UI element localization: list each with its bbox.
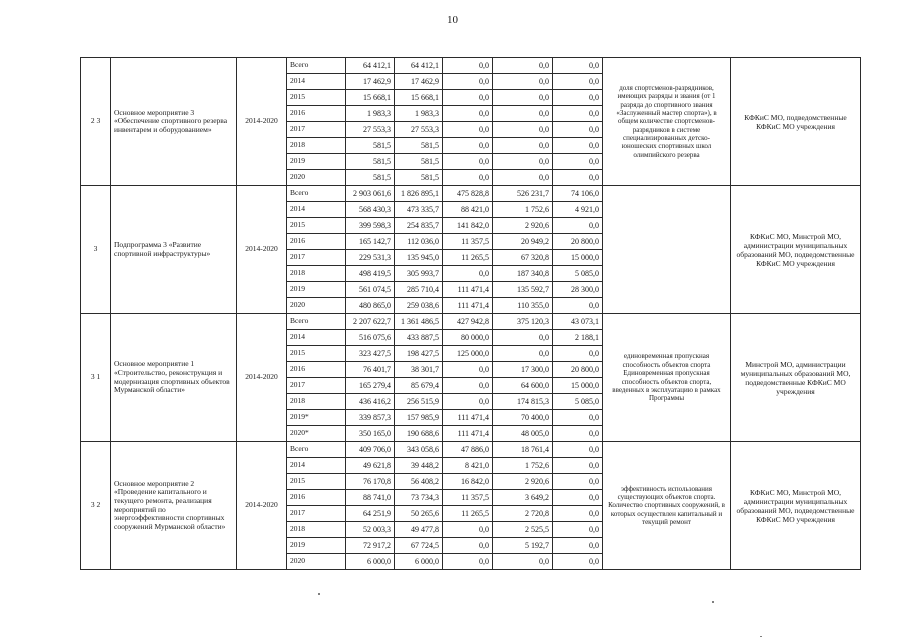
value-cell-v2: 581,5 xyxy=(395,154,443,170)
table-row xyxy=(81,442,861,458)
year-cell: Всего xyxy=(287,58,346,74)
value-cell-v5: 0,0 xyxy=(553,138,603,154)
section-executor: КФКиС МО, подведомственные КФКиС МО учреждения xyxy=(731,58,861,186)
section-executor: КФКиС МО, Минстрой МО, администрации муниципальных образований МО, подведомственные КФКиС МО учреждения xyxy=(731,186,861,314)
value-cell-v4: 5 192,7 xyxy=(493,538,553,554)
value-cell-v2: 85 679,4 xyxy=(395,378,443,394)
value-cell-v3: 0,0 xyxy=(443,154,493,170)
value-cell-v1: 436 416,2 xyxy=(346,394,395,410)
value-cell-v4: 0,0 xyxy=(493,138,553,154)
value-cell-v1: 581,5 xyxy=(346,154,395,170)
table-row xyxy=(81,186,861,202)
value-cell-v3: 0,0 xyxy=(443,74,493,90)
value-cell-v3: 111 471,4 xyxy=(443,410,493,426)
table-row xyxy=(81,58,861,74)
value-cell-v3: 0,0 xyxy=(443,394,493,410)
value-cell-v3: 0,0 xyxy=(443,58,493,74)
year-cell: 2018 xyxy=(287,138,346,154)
year-cell: 2014 xyxy=(287,74,346,90)
year-cell: 2020 xyxy=(287,170,346,186)
value-cell-v5: 0,0 xyxy=(553,154,603,170)
value-cell-v4: 64 600,0 xyxy=(493,378,553,394)
value-cell-v5: 0,0 xyxy=(553,74,603,90)
value-cell-v2: 27 553,3 xyxy=(395,122,443,138)
value-cell-v4: 17 300,0 xyxy=(493,362,553,378)
value-cell-v1: 323 427,5 xyxy=(346,346,395,362)
value-cell-v1: 399 598,3 xyxy=(346,218,395,234)
value-cell-v1: 76 401,7 xyxy=(346,362,395,378)
value-cell-v2: 1 361 486,5 xyxy=(395,314,443,330)
value-cell-v1: 568 430,3 xyxy=(346,202,395,218)
section-indicator: единовременная пропускная способность объектов спорта Единовременная пропускная способность объектов спорта, введенных в эксплуатацию в рамках Программы xyxy=(603,314,731,442)
value-cell-v5: 0,0 xyxy=(553,106,603,122)
value-cell-v5: 0,0 xyxy=(553,538,603,554)
value-cell-v3: 427 942,8 xyxy=(443,314,493,330)
value-cell-v5: 0,0 xyxy=(553,218,603,234)
year-cell: 2019 xyxy=(287,282,346,298)
value-cell-v5: 20 800,0 xyxy=(553,362,603,378)
value-cell-v1: 49 621,8 xyxy=(346,458,395,474)
section-period: 2014-2020 xyxy=(237,186,287,314)
value-cell-v2: 6 000,0 xyxy=(395,554,443,570)
value-cell-v4: 2 720,8 xyxy=(493,506,553,522)
value-cell-v4: 0,0 xyxy=(493,74,553,90)
value-cell-v1: 581,5 xyxy=(346,170,395,186)
value-cell-v5: 0,0 xyxy=(553,122,603,138)
value-cell-v5: 20 800,0 xyxy=(553,234,603,250)
year-cell: 2018 xyxy=(287,394,346,410)
value-cell-v3: 111 471,4 xyxy=(443,426,493,442)
value-cell-v4: 0,0 xyxy=(493,330,553,346)
value-cell-v5: 5 085,0 xyxy=(553,394,603,410)
value-cell-v3: 88 421,0 xyxy=(443,202,493,218)
value-cell-v3: 0,0 xyxy=(443,522,493,538)
value-cell-v3: 16 842,0 xyxy=(443,474,493,490)
value-cell-v1: 581,5 xyxy=(346,138,395,154)
value-cell-v2: 581,5 xyxy=(395,170,443,186)
budget-table xyxy=(80,57,861,570)
value-cell-v4: 187 340,8 xyxy=(493,266,553,282)
value-cell-v4: 2 920,6 xyxy=(493,218,553,234)
value-cell-v1: 165 279,4 xyxy=(346,378,395,394)
value-cell-v4: 0,0 xyxy=(493,154,553,170)
value-cell-v5: 2 188,1 xyxy=(553,330,603,346)
value-cell-v2: 67 724,5 xyxy=(395,538,443,554)
section-name: Подпрограмма 3 «Развитие спортивной инфраструктуры» xyxy=(111,186,237,314)
value-cell-v3: 11 265,5 xyxy=(443,506,493,522)
value-cell-v5: 0,0 xyxy=(553,58,603,74)
value-cell-v5: 0,0 xyxy=(553,554,603,570)
value-cell-v3: 475 828,8 xyxy=(443,186,493,202)
value-cell-v4: 1 752,6 xyxy=(493,458,553,474)
value-cell-v3: 111 471,4 xyxy=(443,282,493,298)
year-cell: 2017 xyxy=(287,250,346,266)
year-cell: 2020 xyxy=(287,554,346,570)
value-cell-v1: 15 668,1 xyxy=(346,90,395,106)
value-cell-v5: 43 073,1 xyxy=(553,314,603,330)
value-cell-v1: 27 553,3 xyxy=(346,122,395,138)
value-cell-v2: 256 515,9 xyxy=(395,394,443,410)
scan-speck xyxy=(318,593,320,595)
value-cell-v4: 0,0 xyxy=(493,170,553,186)
value-cell-v2: 473 335,7 xyxy=(395,202,443,218)
value-cell-v2: 73 734,3 xyxy=(395,490,443,506)
year-cell: 2018 xyxy=(287,266,346,282)
value-cell-v3: 141 842,0 xyxy=(443,218,493,234)
value-cell-v2: 50 265,6 xyxy=(395,506,443,522)
section-name: Основное мероприятие 1 «Строительство, реконструкция и модернизация спортивных объектов Мурманской области» xyxy=(111,314,237,442)
year-cell: 2016 xyxy=(287,362,346,378)
value-cell-v1: 2 207 622,7 xyxy=(346,314,395,330)
year-cell: 2014 xyxy=(287,202,346,218)
value-cell-v1: 165 142,7 xyxy=(346,234,395,250)
year-cell: 2017 xyxy=(287,506,346,522)
year-cell: 2018 xyxy=(287,522,346,538)
section-index: 3 1 xyxy=(81,314,111,442)
year-cell: 2016 xyxy=(287,106,346,122)
value-cell-v5: 0,0 xyxy=(553,170,603,186)
value-cell-v4: 2 920,6 xyxy=(493,474,553,490)
value-cell-v1: 561 074,5 xyxy=(346,282,395,298)
value-cell-v3: 125 000,0 xyxy=(443,346,493,362)
value-cell-v3: 0,0 xyxy=(443,90,493,106)
value-cell-v1: 229 531,3 xyxy=(346,250,395,266)
value-cell-v1: 350 165,0 xyxy=(346,426,395,442)
value-cell-v1: 409 706,0 xyxy=(346,442,395,458)
value-cell-v4: 1 752,6 xyxy=(493,202,553,218)
value-cell-v4: 70 400,0 xyxy=(493,410,553,426)
value-cell-v1: 64 251,9 xyxy=(346,506,395,522)
value-cell-v2: 305 993,7 xyxy=(395,266,443,282)
value-cell-v4: 2 525,5 xyxy=(493,522,553,538)
value-cell-v2: 581,5 xyxy=(395,138,443,154)
year-cell: 2016 xyxy=(287,234,346,250)
value-cell-v4: 135 592,7 xyxy=(493,282,553,298)
value-cell-v1: 72 917,2 xyxy=(346,538,395,554)
value-cell-v3: 0,0 xyxy=(443,266,493,282)
value-cell-v3: 0,0 xyxy=(443,362,493,378)
value-cell-v4: 0,0 xyxy=(493,346,553,362)
table-body xyxy=(81,58,861,570)
value-cell-v5: 0,0 xyxy=(553,458,603,474)
value-cell-v3: 80 000,0 xyxy=(443,330,493,346)
value-cell-v5: 0,0 xyxy=(553,442,603,458)
value-cell-v1: 76 170,8 xyxy=(346,474,395,490)
value-cell-v2: 343 058,6 xyxy=(395,442,443,458)
value-cell-v5: 0,0 xyxy=(553,90,603,106)
value-cell-v1: 6 000,0 xyxy=(346,554,395,570)
value-cell-v3: 11 357,5 xyxy=(443,234,493,250)
value-cell-v2: 135 945,0 xyxy=(395,250,443,266)
value-cell-v4: 0,0 xyxy=(493,122,553,138)
value-cell-v4: 48 005,0 xyxy=(493,426,553,442)
value-cell-v4: 110 355,0 xyxy=(493,298,553,314)
year-cell: 2019 xyxy=(287,154,346,170)
value-cell-v3: 0,0 xyxy=(443,122,493,138)
year-cell: 2017 xyxy=(287,378,346,394)
value-cell-v1: 52 003,3 xyxy=(346,522,395,538)
value-cell-v1: 480 865,0 xyxy=(346,298,395,314)
section-period: 2014-2020 xyxy=(237,442,287,570)
value-cell-v3: 47 886,0 xyxy=(443,442,493,458)
value-cell-v3: 11 265,5 xyxy=(443,250,493,266)
value-cell-v4: 526 231,7 xyxy=(493,186,553,202)
value-cell-v1: 498 419,5 xyxy=(346,266,395,282)
value-cell-v3: 0,0 xyxy=(443,554,493,570)
section-index: 3 xyxy=(81,186,111,314)
value-cell-v2: 1 826 895,1 xyxy=(395,186,443,202)
value-cell-v2: 112 036,0 xyxy=(395,234,443,250)
value-cell-v2: 38 301,7 xyxy=(395,362,443,378)
value-cell-v2: 64 412,1 xyxy=(395,58,443,74)
year-cell: 2016 xyxy=(287,490,346,506)
value-cell-v1: 516 075,6 xyxy=(346,330,395,346)
value-cell-v2: 56 408,2 xyxy=(395,474,443,490)
value-cell-v2: 259 038,6 xyxy=(395,298,443,314)
value-cell-v2: 198 427,5 xyxy=(395,346,443,362)
year-cell: 2017 xyxy=(287,122,346,138)
scan-speck xyxy=(760,636,762,637)
value-cell-v4: 174 815,3 xyxy=(493,394,553,410)
value-cell-v5: 0,0 xyxy=(553,346,603,362)
year-cell: 2014 xyxy=(287,330,346,346)
year-cell: Всего xyxy=(287,314,346,330)
year-cell: 2015 xyxy=(287,218,346,234)
value-cell-v4: 0,0 xyxy=(493,554,553,570)
value-cell-v3: 8 421,0 xyxy=(443,458,493,474)
value-cell-v5: 74 106,0 xyxy=(553,186,603,202)
value-cell-v5: 0,0 xyxy=(553,426,603,442)
section-indicator: доля спортсменов-разрядников, имеющих разряды и звания (от 1 разряда до спортивного звания «Заслуженный мастер спорта»), в общем количестве спортсменов-разрядников в системе специализированных детско-юношеских спортивных школ олимпийского резерва xyxy=(603,58,731,186)
value-cell-v5: 0,0 xyxy=(553,298,603,314)
value-cell-v2: 17 462,9 xyxy=(395,74,443,90)
year-cell: 2019* xyxy=(287,410,346,426)
value-cell-v3: 0,0 xyxy=(443,538,493,554)
value-cell-v4: 0,0 xyxy=(493,90,553,106)
year-cell: 2015 xyxy=(287,90,346,106)
value-cell-v2: 254 835,7 xyxy=(395,218,443,234)
value-cell-v3: 0,0 xyxy=(443,170,493,186)
section-name: Основное мероприятие 2 «Проведение капитального и текущего ремонта, реализация мероприятий по энергоэффективности спортивных сооружений Мурманской области» xyxy=(111,442,237,570)
year-cell: Всего xyxy=(287,442,346,458)
section-index: 3 2 xyxy=(81,442,111,570)
value-cell-v4: 67 320,8 xyxy=(493,250,553,266)
section-indicator: эффективность использования существующих объектов спорта. Количество спортивных сооружений, в которых осуществлен капитальный и текущий ремонт xyxy=(603,442,731,570)
section-index: 2 3 xyxy=(81,58,111,186)
value-cell-v5: 0,0 xyxy=(553,522,603,538)
page-number: 10 xyxy=(447,14,458,26)
section-name: Основное мероприятие 3 «Обеспечение спортивного резерва инвентарем и оборудованием» xyxy=(111,58,237,186)
value-cell-v4: 3 649,2 xyxy=(493,490,553,506)
value-cell-v1: 1 983,3 xyxy=(346,106,395,122)
value-cell-v5: 28 300,0 xyxy=(553,282,603,298)
section-period: 2014-2020 xyxy=(237,314,287,442)
year-cell: 2015 xyxy=(287,346,346,362)
value-cell-v5: 0,0 xyxy=(553,410,603,426)
value-cell-v5: 0,0 xyxy=(553,490,603,506)
value-cell-v4: 0,0 xyxy=(493,58,553,74)
section-executor: Минстрой МО, администрации муниципальных образований МО, подведомственные КФКиС МО учреждения xyxy=(731,314,861,442)
value-cell-v3: 11 357,5 xyxy=(443,490,493,506)
value-cell-v1: 339 857,3 xyxy=(346,410,395,426)
year-cell: 2019 xyxy=(287,538,346,554)
year-cell: Всего xyxy=(287,186,346,202)
value-cell-v2: 285 710,4 xyxy=(395,282,443,298)
section-indicator xyxy=(603,186,731,314)
value-cell-v2: 1 983,3 xyxy=(395,106,443,122)
year-cell: 2020* xyxy=(287,426,346,442)
value-cell-v4: 0,0 xyxy=(493,106,553,122)
value-cell-v1: 17 462,9 xyxy=(346,74,395,90)
value-cell-v1: 2 903 061,6 xyxy=(346,186,395,202)
value-cell-v1: 64 412,1 xyxy=(346,58,395,74)
value-cell-v5: 15 000,0 xyxy=(553,250,603,266)
scan-speck xyxy=(712,601,714,603)
value-cell-v5: 0,0 xyxy=(553,474,603,490)
value-cell-v2: 190 688,6 xyxy=(395,426,443,442)
value-cell-v4: 18 761,4 xyxy=(493,442,553,458)
year-cell: 2014 xyxy=(287,458,346,474)
value-cell-v5: 5 085,0 xyxy=(553,266,603,282)
value-cell-v2: 157 985,9 xyxy=(395,410,443,426)
year-cell: 2020 xyxy=(287,298,346,314)
table-row xyxy=(81,314,861,330)
value-cell-v4: 375 120,3 xyxy=(493,314,553,330)
value-cell-v2: 15 668,1 xyxy=(395,90,443,106)
value-cell-v1: 88 741,0 xyxy=(346,490,395,506)
value-cell-v3: 0,0 xyxy=(443,106,493,122)
section-executor: КФКиС МО, Минстрой МО, администрации муниципальных образований МО, подведомственные КФКиС МО учреждения xyxy=(731,442,861,570)
value-cell-v3: 0,0 xyxy=(443,138,493,154)
value-cell-v5: 15 000,0 xyxy=(553,378,603,394)
value-cell-v5: 0,0 xyxy=(553,506,603,522)
value-cell-v2: 39 448,2 xyxy=(395,458,443,474)
value-cell-v2: 433 887,5 xyxy=(395,330,443,346)
value-cell-v3: 0,0 xyxy=(443,378,493,394)
value-cell-v5: 4 921,0 xyxy=(553,202,603,218)
section-period: 2014-2020 xyxy=(237,58,287,186)
value-cell-v3: 111 471,4 xyxy=(443,298,493,314)
year-cell: 2015 xyxy=(287,474,346,490)
value-cell-v2: 49 477,8 xyxy=(395,522,443,538)
value-cell-v4: 20 949,2 xyxy=(493,234,553,250)
